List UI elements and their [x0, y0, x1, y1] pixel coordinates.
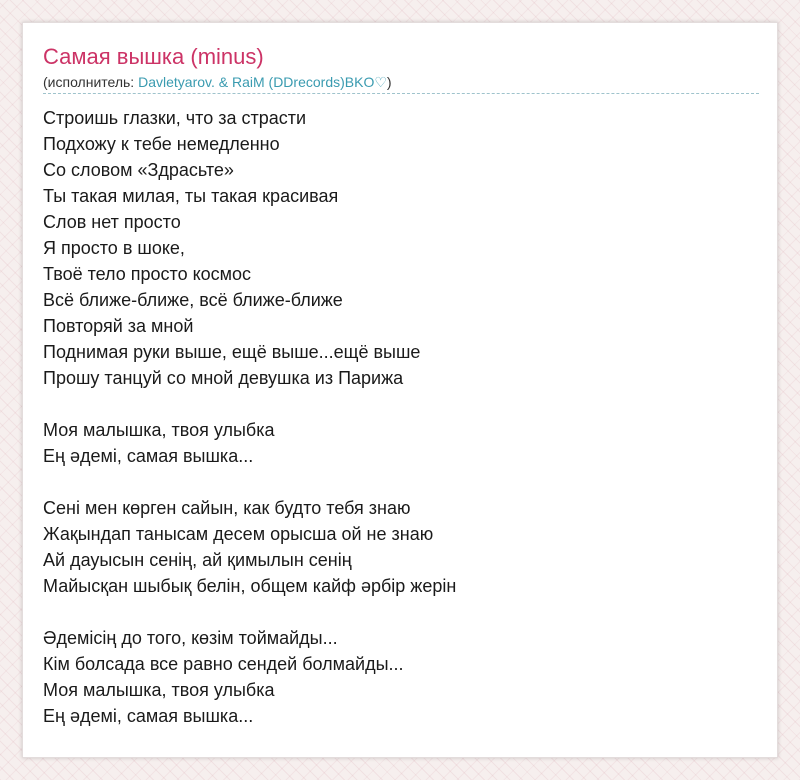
stanza-break	[43, 469, 759, 495]
lyric-line: Ең әдемі, самая вышка...	[43, 706, 254, 726]
lyric-line: Әдемісің до того, көзім тоймайды...	[43, 628, 338, 648]
lyric-line: Со словом «Здрасьте»	[43, 160, 234, 180]
lyric-line: Ең әдемі, самая вышка...	[43, 446, 254, 466]
lyric-line: Строишь глазки, что за страсти	[43, 108, 307, 128]
lyric-line: Слов нет просто	[43, 212, 181, 232]
artist-prefix: (исполнитель:	[43, 74, 139, 90]
lyric-line: Подхожу к тебе немедленно	[43, 134, 280, 154]
lyric-line: Ты такая милая, ты такая красивая	[43, 186, 339, 206]
artist-suffix: )	[386, 74, 392, 90]
lyric-line: Моя малышка, твоя улыбка	[43, 420, 275, 440]
lyric-line: Кім болсада все равно сендей болмайды...	[43, 654, 404, 674]
artist-line	[43, 73, 759, 94]
lyric-line: Сені мен көрген сайын, как будто тебя знаю	[43, 498, 411, 518]
lyric-line: Поднимая руки выше, ещё выше...ещё выше	[43, 342, 421, 362]
lyric-line: Повторяй за мной	[43, 316, 194, 336]
lyric-line: Ай дауысын сенің, ай қимылын сенің	[43, 550, 352, 570]
stanza-break	[43, 599, 759, 625]
stanza-break	[43, 391, 759, 417]
lyrics-card	[22, 22, 778, 758]
lyric-line: Твоё тело просто космос	[43, 264, 252, 284]
lyric-line: Майысқан шыбық белін, общем кайф әрбір жерін	[43, 576, 457, 596]
lyric-line: Всё ближе-ближе, всё ближе-ближе	[43, 290, 343, 310]
lyric-line: Прошу танцуй со мной девушка из Парижа	[43, 368, 404, 388]
lyrics-text	[43, 105, 759, 729]
lyric-line: Жақындап танысам десем орысша ой не знаю	[43, 524, 434, 544]
song-title: Самая вышка (minus)	[43, 44, 264, 69]
lyric-line: Моя малышка, твоя улыбка	[43, 680, 275, 700]
lyric-line: Я просто в шоке,	[43, 238, 185, 258]
artist-link[interactable]: Davletyarov. & RaiM (DDrecords)BKO♡	[138, 74, 387, 90]
